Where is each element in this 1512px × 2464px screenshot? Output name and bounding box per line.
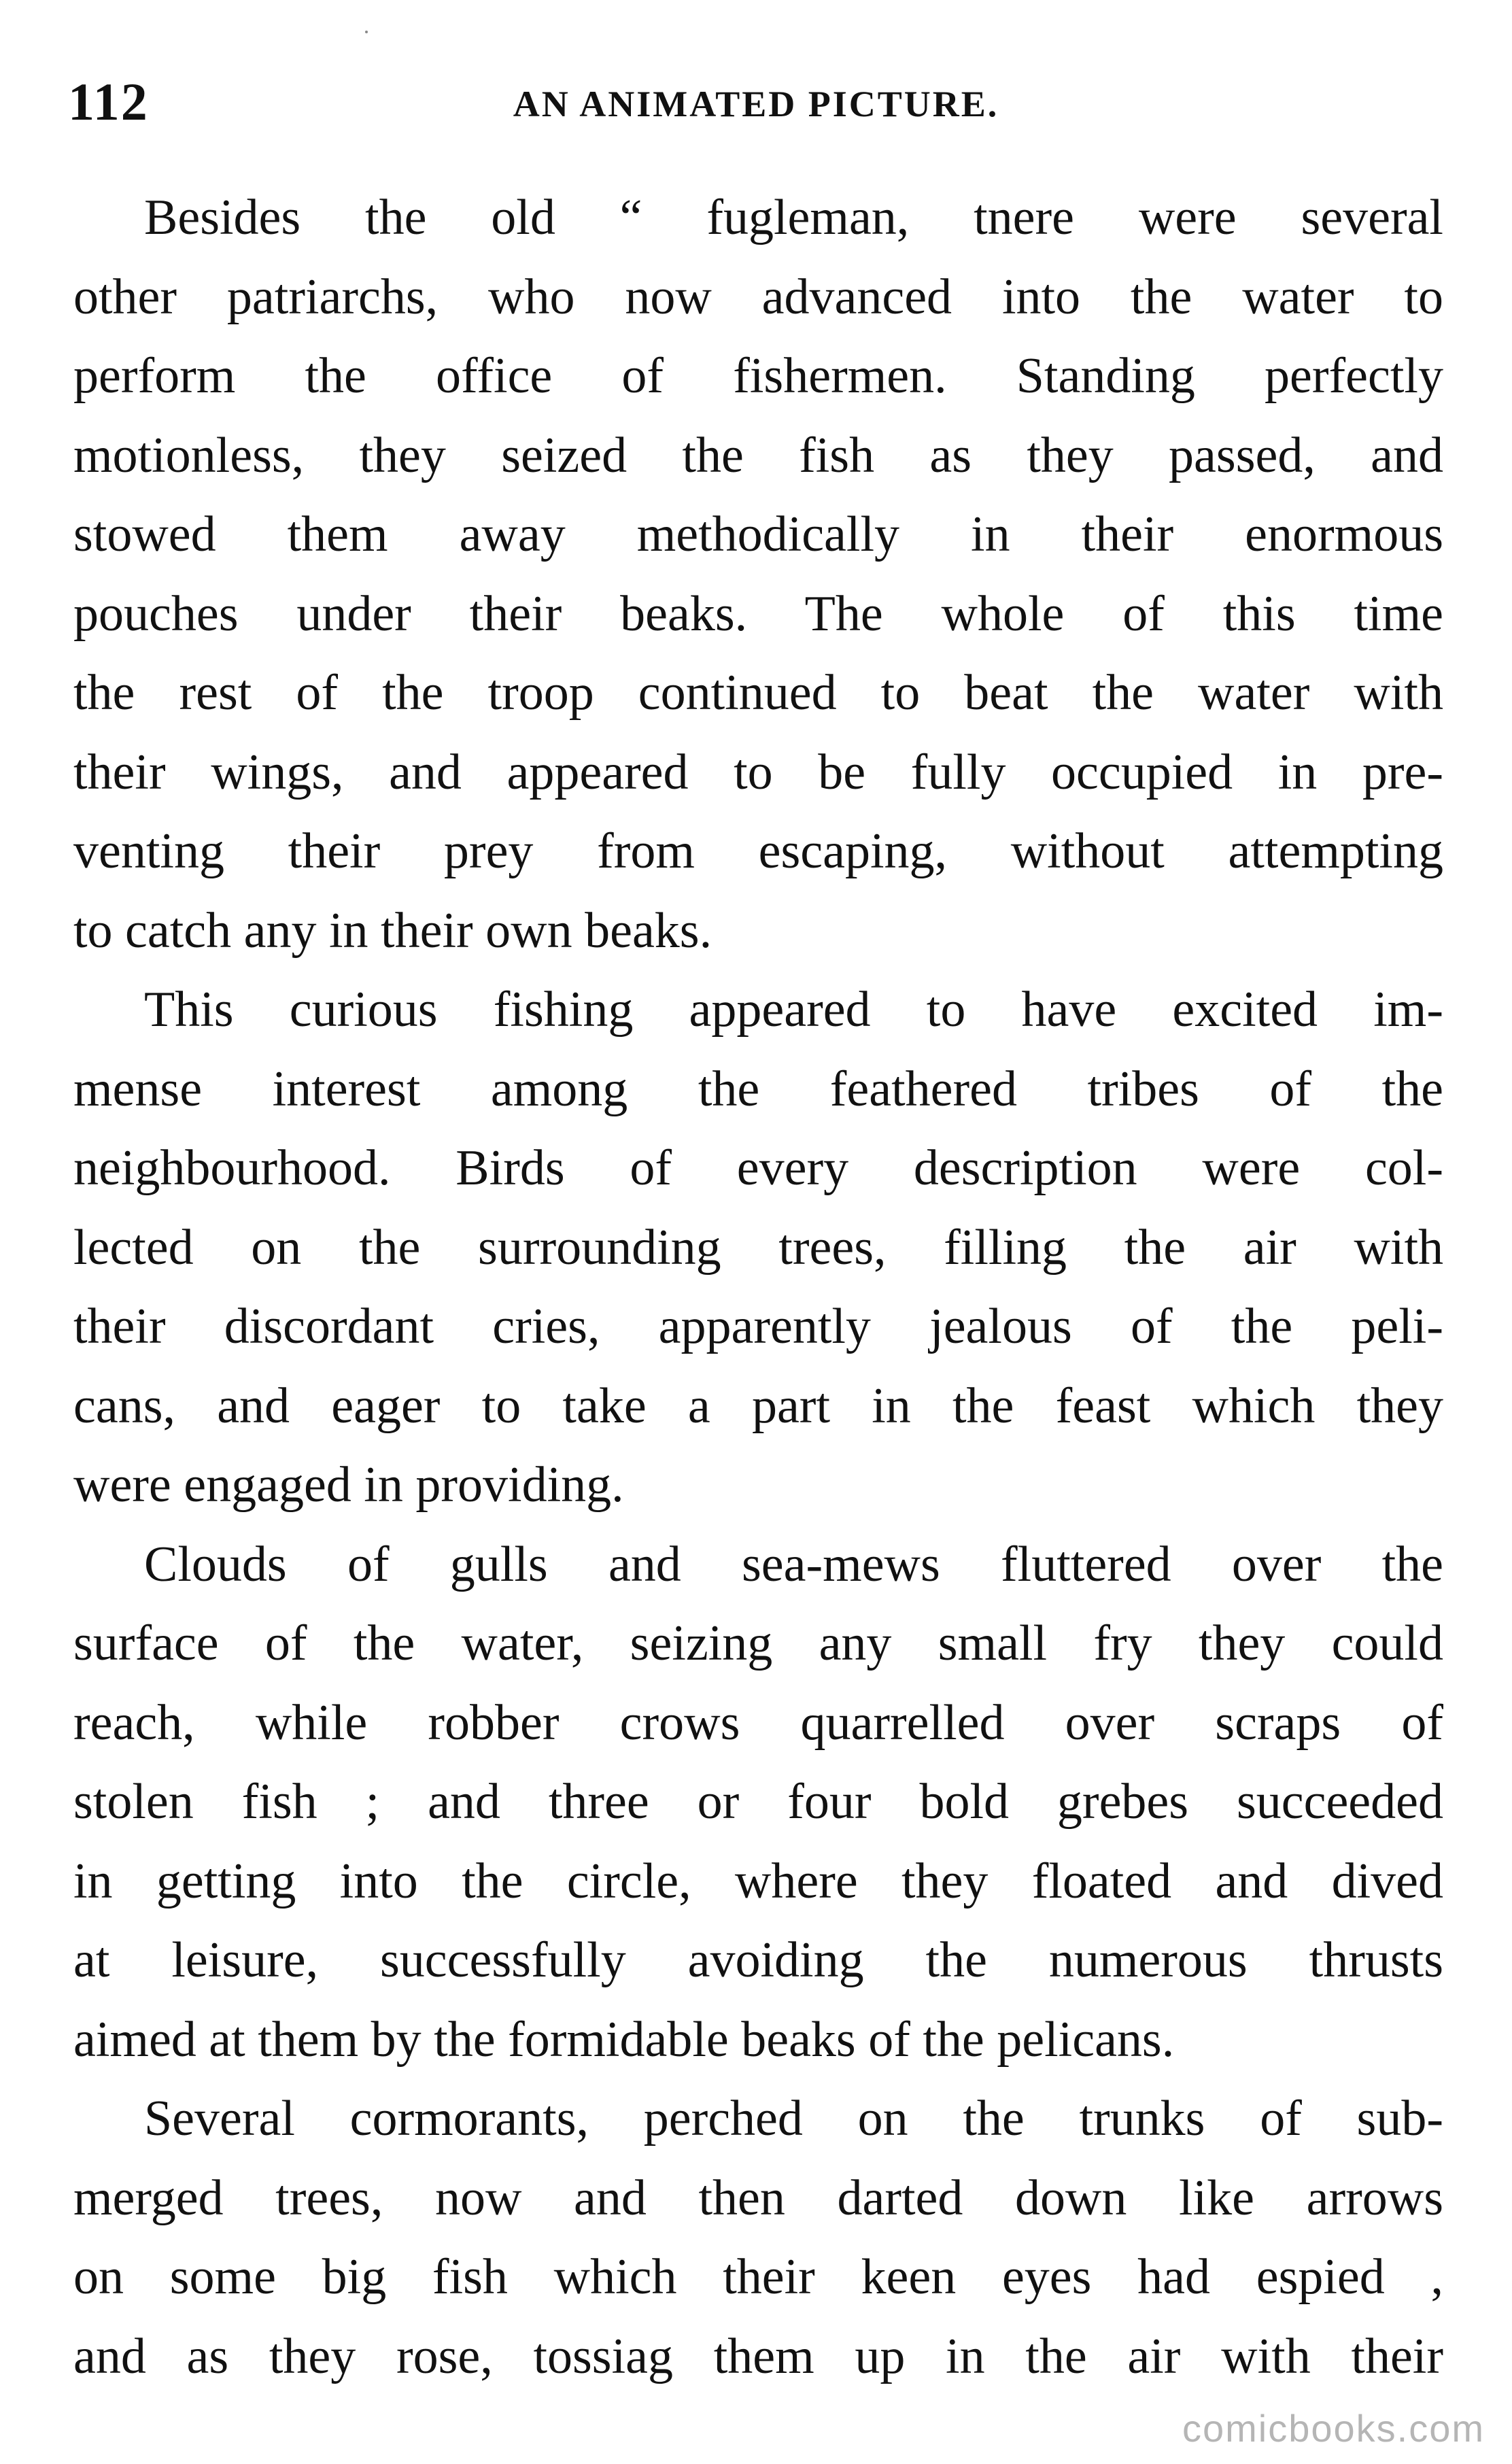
text-line: were engaged in providing. <box>73 1457 624 1513</box>
text-line: neighbourhood. Birds of every description were col- <box>73 1140 1443 1196</box>
text-line: in getting into the circle, where they floated and dived <box>73 1853 1443 1909</box>
page-number: 112 <box>68 72 149 131</box>
text-line: pouches under their beaks. The whole of this time <box>73 585 1443 642</box>
text-line: Clouds of gulls and sea-mews fluttered over the <box>144 1536 1443 1592</box>
body-text <box>73 178 1443 2396</box>
running-title: AN ANIMATED PICTURE. <box>513 84 999 124</box>
text-line: reach, while robber crows quarrelled over scraps of <box>73 1694 1443 1751</box>
text-line: surface of the water, seizing any small fry they could <box>73 1615 1443 1671</box>
page-header <box>0 71 1512 133</box>
text-line: at leisure, successfully avoiding the numerous thrusts <box>73 1932 1443 1988</box>
text-line: to catch any in their own beaks. <box>73 902 712 959</box>
text-line: perform the office of fishermen. Standing perfectly <box>73 348 1443 404</box>
text-line: other patriarchs, who now advanced into the water to <box>73 269 1443 325</box>
text-line: their discordant cries, apparently jealous of the peli- <box>73 1299 1443 1354</box>
text-line: lected on the surrounding trees, filling the air with <box>73 1219 1443 1276</box>
text-line: merged trees, now and then darted down like arrows <box>73 2170 1443 2226</box>
text-line: Besides the old “ fugleman, tnere were several <box>144 190 1443 245</box>
ink-speck <box>365 31 368 33</box>
text-line: cans, and eager to take a part in the feast which they <box>73 1378 1443 1434</box>
text-line: motionless, they seized the fish as they passed, and <box>73 427 1443 483</box>
text-line: on some big fish which their keen eyes had espied , <box>73 2249 1443 2305</box>
watermark-text: comicbooks.com <box>1182 2407 1485 2450</box>
text-line: and as they rose, tossiag them up in the air with their <box>73 2328 1443 2384</box>
text-line: stowed them away methodically in their enormous <box>73 507 1443 562</box>
text-line: mense interest among the feathered tribes of the <box>73 1061 1443 1117</box>
text-line: their wings, and appeared to be fully occupied in pre- <box>73 744 1443 800</box>
text-line: aimed at them by the formidable beaks of the pelicans. <box>73 2011 1175 2068</box>
text-line: stolen fish ; and three or four bold grebes succeeded <box>73 1774 1443 1830</box>
text-line: This curious fishing appeared to have excited im- <box>144 982 1443 1038</box>
text-line: the rest of the troop continued to beat the water with <box>73 665 1443 721</box>
text-line: Several cormorants, perched on the trunks of sub- <box>144 2091 1443 2146</box>
text-line: venting their prey from escaping, without attempting <box>73 823 1443 879</box>
